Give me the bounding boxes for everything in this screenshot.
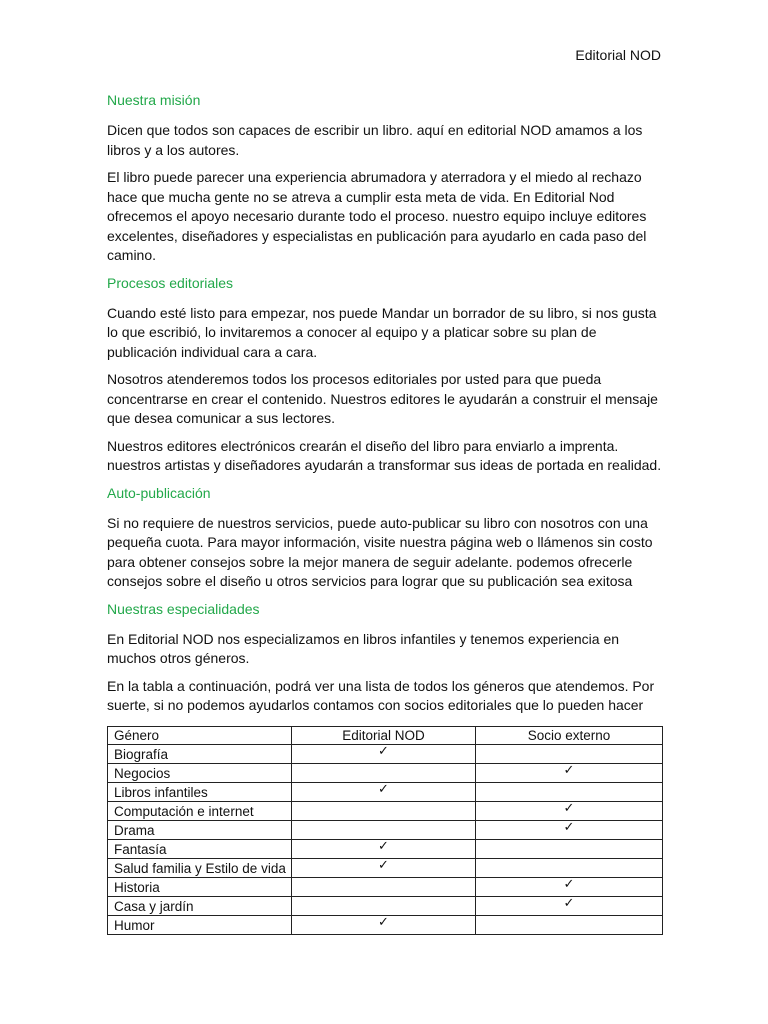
socio-cell bbox=[476, 783, 663, 802]
genre-cell: Fantasía bbox=[108, 840, 292, 859]
table-header-row bbox=[108, 726, 663, 745]
table-row bbox=[108, 878, 663, 897]
nod-cell bbox=[292, 840, 476, 859]
table-row bbox=[108, 840, 663, 859]
paragraph: En la tabla a continuación, podrá ver una lista de todos los géneros que atendemos. Por suerte, si no podemos ayudarlos contamos con socios editoriales que lo pueden hacer bbox=[107, 677, 655, 713]
socio-cell bbox=[476, 821, 663, 840]
check-icon: ✓ bbox=[378, 915, 389, 930]
paragraph: El libro puede parecer una experiencia abrumadora y aterradora y el miedo al rechazo hace que mucha gente no se atreva a cumplir esta meta de vida. En Editorial Nod ofrecemos el apoyo necesario durante todo el proceso. nuestro equipo incluye editores excelentes, diseñadores y especialistas en publicación para ayudarlo en cada paso del camino. bbox=[107, 169, 647, 263]
heading-especialidades: Nuestras especialidades bbox=[107, 600, 260, 617]
table-row bbox=[108, 802, 663, 821]
socio-cell bbox=[476, 764, 663, 783]
paragraph: Si no requiere de nuestros servicios, puede auto-publicar su libro con nosotros con una pequeña cuota. Para mayor información, visite nuestra página web o llámenos sin costo para obtener consejos sobre la mejor manera de seguir adelante. podemos ofrecerle consejos sobre el diseño u otros servicios para lograr que su publicación sea exitosa bbox=[107, 514, 653, 589]
genre-cell: Negocios bbox=[108, 764, 292, 783]
nod-cell bbox=[292, 821, 476, 840]
paragraph: Nuestros editores electrónicos crearán el diseño del libro para enviarlo a imprenta. nuestros artistas y diseñadores ayudarán a transformar sus ideas de portada en realidad. bbox=[107, 437, 662, 473]
genres-table bbox=[107, 726, 663, 936]
check-icon: ✓ bbox=[378, 858, 389, 873]
heading-procesos: Procesos editoriales bbox=[107, 274, 234, 291]
genre-cell: Humor bbox=[108, 916, 292, 935]
genre-cell: Drama bbox=[108, 821, 292, 840]
check-icon: ✓ bbox=[563, 877, 575, 892]
socio-cell bbox=[476, 745, 663, 764]
check-icon: ✓ bbox=[563, 801, 575, 816]
paragraph: Nosotros atenderemos todos los procesos editoriales por usted para que pueda concentrarse en crear el contenido. Nuestros editores le ayudarán a construir el mensaje que desea comunicar a sus lectores. bbox=[107, 371, 658, 426]
check-icon: ✓ bbox=[378, 839, 389, 854]
socio-cell bbox=[476, 878, 663, 897]
nod-cell bbox=[292, 802, 476, 821]
genre-cell: Historia bbox=[108, 878, 292, 897]
nod-cell bbox=[292, 783, 476, 802]
table-row bbox=[108, 764, 663, 783]
check-icon: ✓ bbox=[563, 763, 575, 778]
genre-cell: Biografía bbox=[108, 745, 292, 764]
page-header: Editorial NOD bbox=[575, 47, 661, 63]
socio-cell bbox=[476, 802, 663, 821]
table-row bbox=[108, 783, 663, 802]
heading-autopublicacion: Auto-publicación bbox=[107, 484, 211, 501]
table-row bbox=[108, 745, 663, 764]
check-icon: ✓ bbox=[378, 744, 389, 759]
genre-cell: Salud familia y Estilo de vida bbox=[108, 859, 292, 878]
nod-cell bbox=[292, 878, 476, 897]
document-body bbox=[107, 91, 663, 935]
nod-cell bbox=[292, 897, 476, 916]
check-icon: ✓ bbox=[378, 782, 389, 797]
genre-cell: Libros infantiles bbox=[108, 783, 292, 802]
paragraph: En Editorial NOD nos especializamos en libros infantiles y tenemos experiencia en muchos otros géneros. bbox=[107, 630, 620, 666]
socio-cell bbox=[476, 840, 663, 859]
table-row bbox=[108, 859, 663, 878]
header-genero: Género bbox=[108, 726, 292, 745]
nod-cell bbox=[292, 764, 476, 783]
table-row bbox=[108, 916, 663, 935]
nod-cell bbox=[292, 859, 476, 878]
socio-cell bbox=[476, 916, 663, 935]
paragraph: Cuando esté listo para empezar, nos puede Mandar un borrador de su libro, si nos gusta lo que escribió, lo invitaremos a conocer al equipo y a platicar sobre su plan de publicación individual cara a cara. bbox=[107, 304, 657, 360]
genre-cell: Casa y jardín bbox=[108, 897, 292, 916]
paragraph: Dicen que todos son capaces de escribir un libro. aquí en editorial NOD amamos a los libros y a los autores. bbox=[107, 122, 643, 158]
table-row bbox=[108, 897, 663, 916]
socio-cell bbox=[476, 859, 663, 878]
check-icon: ✓ bbox=[563, 896, 575, 911]
header-socio-externo: Socio externo bbox=[476, 726, 663, 745]
header-editorial-nod: Editorial NOD bbox=[292, 726, 476, 745]
genre-cell: Computación e internet bbox=[108, 802, 292, 821]
socio-cell bbox=[476, 897, 663, 916]
nod-cell bbox=[292, 916, 476, 935]
check-icon: ✓ bbox=[563, 820, 575, 835]
nod-cell bbox=[292, 745, 476, 764]
heading-mision: Nuestra misión bbox=[107, 92, 201, 108]
table-row bbox=[108, 821, 663, 840]
